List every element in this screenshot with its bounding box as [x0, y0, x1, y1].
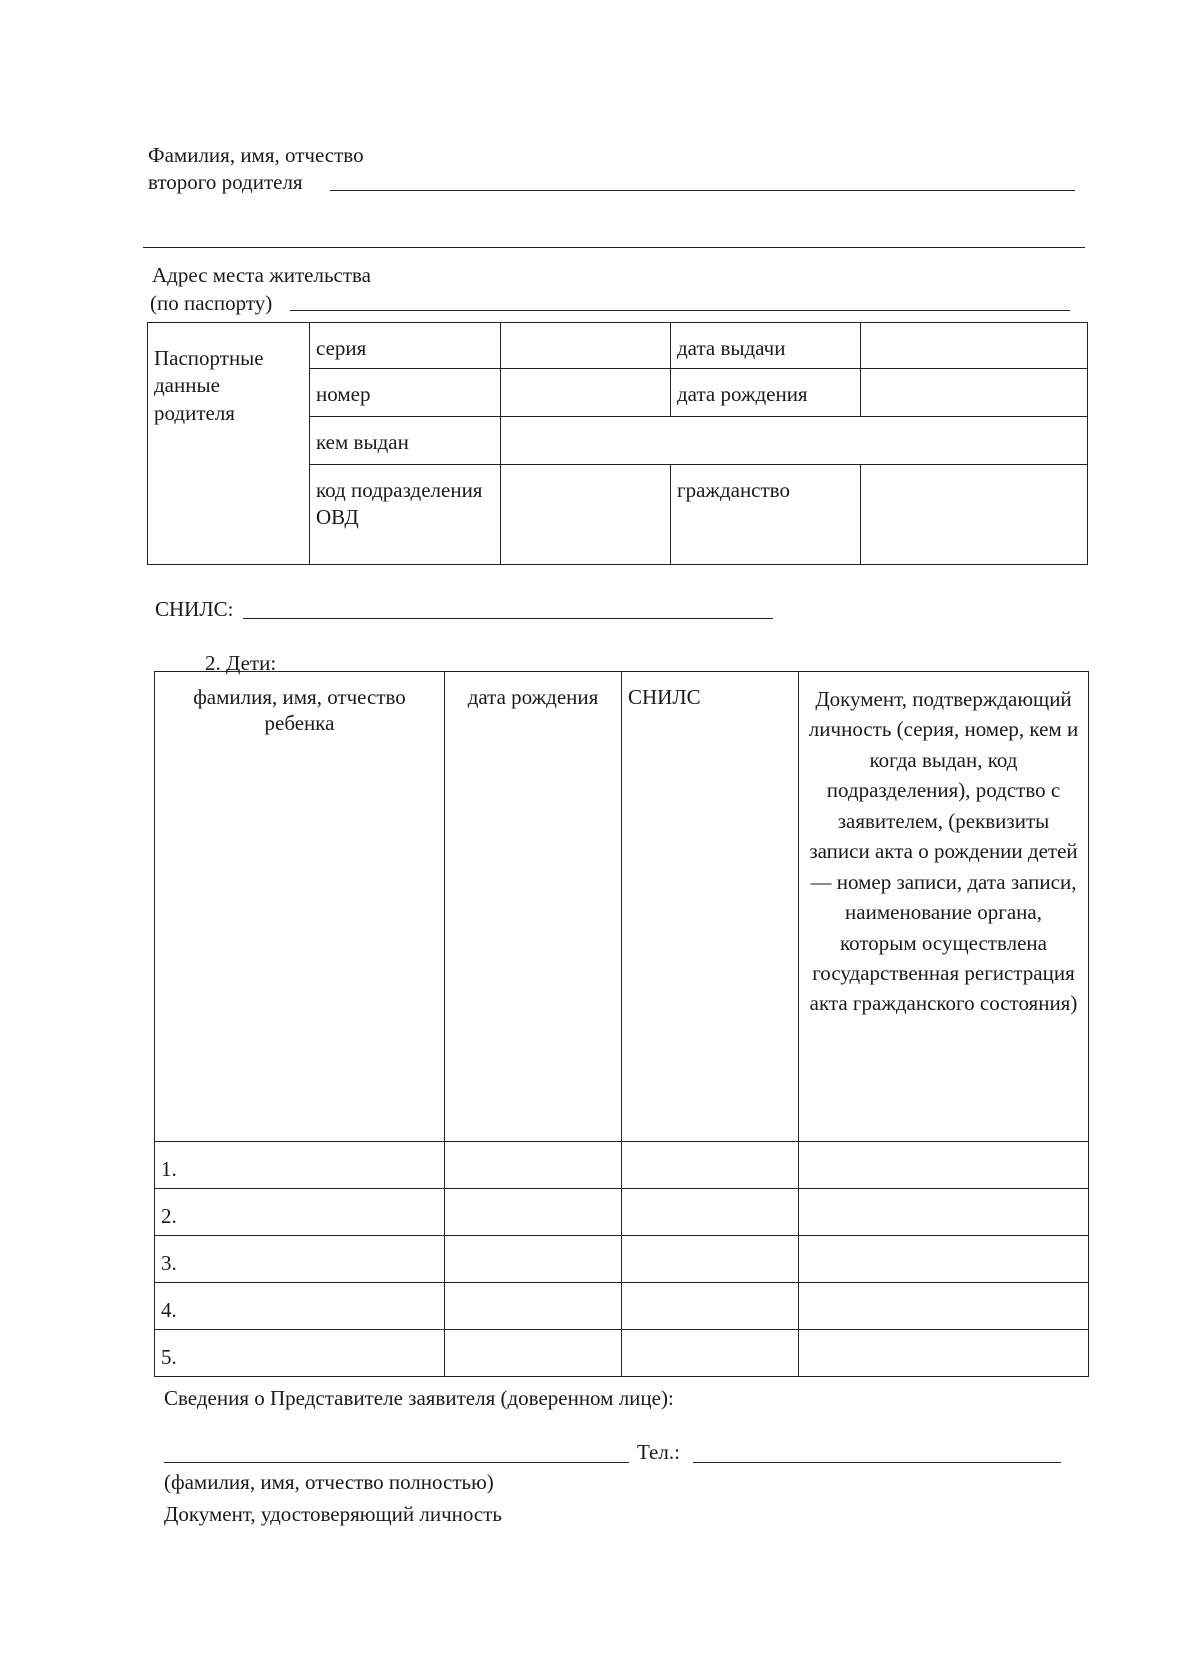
- passport-issued-by-label: кем выдан: [310, 417, 501, 465]
- child-document-field[interactable]: [799, 1236, 1089, 1283]
- child-snils-field[interactable]: [622, 1330, 799, 1377]
- children-col-snils: СНИЛС: [622, 672, 799, 1142]
- children-table: [154, 671, 1089, 1377]
- passport-row-label: Паспортные данные родителя: [148, 323, 310, 565]
- passport-division-code-label: код подразделения ОВД: [310, 465, 501, 565]
- child-row-number: 3.: [155, 1236, 445, 1283]
- representative-phone-label: Тел.:: [637, 1440, 680, 1464]
- address-label-2: (по паспорту): [150, 291, 273, 315]
- child-document-field[interactable]: [799, 1330, 1089, 1377]
- table-row: [155, 1142, 1089, 1189]
- passport-number-field[interactable]: [501, 369, 671, 417]
- child-row-number: 5.: [155, 1330, 445, 1377]
- child-row-number: 2.: [155, 1189, 445, 1236]
- child-birth-date-field[interactable]: [445, 1283, 622, 1330]
- child-snils-field[interactable]: [622, 1283, 799, 1330]
- child-snils-field[interactable]: [622, 1142, 799, 1189]
- passport-birth-date-label: дата рождения: [671, 369, 861, 417]
- second-parent-name-field[interactable]: [330, 190, 1075, 191]
- child-birth-date-field[interactable]: [445, 1142, 622, 1189]
- passport-number-label: номер: [310, 369, 501, 417]
- snils-field[interactable]: [243, 618, 773, 619]
- child-document-field[interactable]: [799, 1142, 1089, 1189]
- second-parent-label-2: второго родителя: [148, 170, 303, 194]
- passport-issued-by-field[interactable]: [501, 417, 1088, 465]
- representative-id-document-label: Документ, удостоверяющий личность: [164, 1502, 502, 1526]
- passport-issue-date-label: дата выдачи: [671, 323, 861, 369]
- child-birth-date-field[interactable]: [445, 1330, 622, 1377]
- table-row: [155, 1330, 1089, 1377]
- passport-series-field[interactable]: [501, 323, 671, 369]
- address-field[interactable]: [290, 310, 1070, 311]
- child-document-field[interactable]: [799, 1189, 1089, 1236]
- passport-table: [147, 322, 1088, 565]
- passport-citizenship-label: гражданство: [671, 465, 861, 565]
- child-row-number: 1.: [155, 1142, 445, 1189]
- children-col-name: фамилия, имя, отчество ребенка: [155, 672, 445, 1142]
- child-snils-field[interactable]: [622, 1236, 799, 1283]
- children-col-document: Документ, подтверждающий личность (серия, номер, кем и когда выдан, код подразделения), родство с заявителем, (реквизиты записи акта о рождении детей — номер записи, дата записи, наименование органа, которым осуществлена государственная регистрация акта гражданского состояния): [799, 672, 1089, 1142]
- representative-name-caption: (фамилия, имя, отчество полностью): [164, 1470, 494, 1494]
- address-label-1: Адрес места жительства: [152, 263, 371, 287]
- representative-phone-field[interactable]: [693, 1462, 1061, 1463]
- representative-heading: Сведения о Представителе заявителя (доверенном лице):: [164, 1386, 674, 1410]
- table-row: [155, 1236, 1089, 1283]
- second-parent-extra-line[interactable]: [143, 247, 1085, 248]
- child-birth-date-field[interactable]: [445, 1189, 622, 1236]
- child-document-field[interactable]: [799, 1283, 1089, 1330]
- child-row-number: 4.: [155, 1283, 445, 1330]
- child-birth-date-field[interactable]: [445, 1236, 622, 1283]
- passport-division-code-field[interactable]: [501, 465, 671, 565]
- second-parent-label-1: Фамилия, имя, отчество: [148, 143, 364, 167]
- children-col-birth-date: дата рождения: [445, 672, 622, 1142]
- passport-series-label: серия: [310, 323, 501, 369]
- passport-citizenship-field[interactable]: [861, 465, 1088, 565]
- table-row: [155, 1189, 1089, 1236]
- passport-issue-date-field[interactable]: [861, 323, 1088, 369]
- snils-label: СНИЛС:: [155, 597, 234, 621]
- children-heading: 2. Дети:: [205, 651, 277, 675]
- representative-name-field[interactable]: [164, 1462, 629, 1463]
- child-snils-field[interactable]: [622, 1189, 799, 1236]
- table-row: [155, 1283, 1089, 1330]
- passport-birth-date-field[interactable]: [861, 369, 1088, 417]
